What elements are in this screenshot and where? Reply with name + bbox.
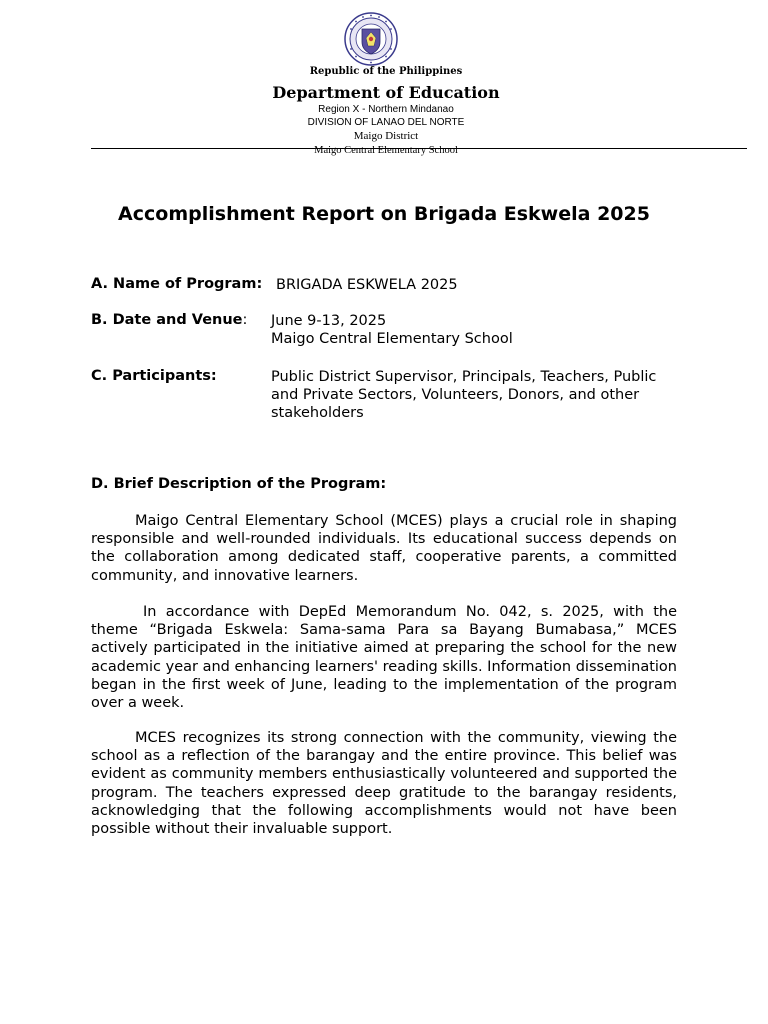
- description-paragraph-2: In accordance with DepEd Memorandum No. 042, s. 2025, with the theme “Brigada Eskwela: Sama-sama Para sa Bayang Bumabasa,” MCES actively participated in the initiative aimed at preparing the school for the new academic year and enhancing learners' reading skills. Information dissemination began in the first week of June, leading to the implementation of the program over a week.: [91, 604, 677, 712]
- field-b-colon: :: [242, 312, 248, 328]
- field-c-label: C. Participants:: [91, 368, 217, 384]
- region-line: Region X - Northern Mindanao: [318, 104, 454, 115]
- header-divider: [91, 148, 747, 149]
- field-c-value-line2: and Private Sectors, Volunteers, Donors, and other: [271, 387, 640, 403]
- field-a-letter: A: [91, 276, 103, 292]
- field-a-label-text: . Name of Program:: [102, 276, 263, 292]
- division-line: DIVISION OF LANAO DEL NORTE: [307, 117, 465, 128]
- field-b-value-line2: Maigo Central Elementary School: [271, 331, 513, 347]
- department-line: Department of Education: [272, 83, 500, 102]
- field-b-label: [91, 312, 247, 328]
- field-a-value: BRIGADA ESKWELA 2025: [276, 277, 458, 293]
- description-paragraph-1: Maigo Central Elementary School (MCES) plays a crucial role in shaping responsible and well-rounded individuals. Its educational success depends on the collaboration among dedicated staff, cooperative parents, a committed community, and innovative learners.: [91, 513, 677, 584]
- deped-seal-icon: [344, 12, 398, 66]
- republic-line: Republic of the Philippines: [309, 66, 463, 77]
- field-a-label: [91, 276, 262, 292]
- description-paragraph-3: MCES recognizes its strong connection with the community, viewing the school as a reflection of the barangay and the entire province. This belief was evident as community members enthusiastically volunteered and supported the program. The teachers expressed deep gratitude to the barangay residents, acknowledging that the following accomplishments would not have been possible without their invaluable support.: [91, 730, 677, 838]
- report-title: Accomplishment Report on Brigada Eskwela 2025: [118, 203, 650, 225]
- field-b-value-line1: June 9-13, 2025: [271, 313, 387, 329]
- field-c-value-line3: stakeholders: [271, 405, 364, 421]
- section-d-heading: D. Brief Description of the Program:: [91, 476, 387, 492]
- field-c-value-line1: Public District Supervisor, Principals, Teachers, Public: [271, 369, 657, 385]
- school-line: Maigo Central Elementary School: [314, 145, 458, 156]
- field-b-label-text: B. Date and Venue: [91, 312, 243, 328]
- district-line: Maigo District: [353, 130, 419, 142]
